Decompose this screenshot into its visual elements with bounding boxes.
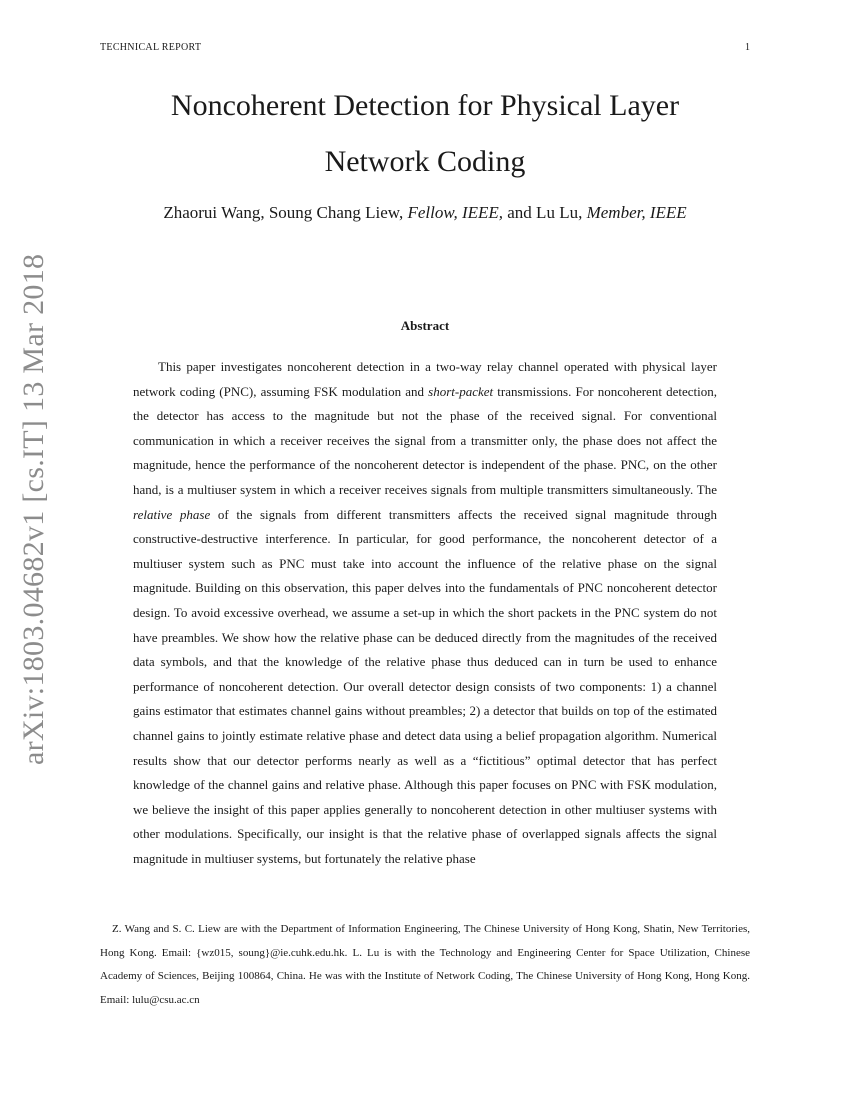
page-number: 1 xyxy=(745,42,750,53)
abstract-text-1: This paper investigates noncoherent detection in a two-way relay channel operated with physical layer network coding (PNC), assuming FSK modulation and xyxy=(133,359,717,399)
running-header: TECHNICAL REPORT xyxy=(100,42,202,53)
title-line-1: Noncoherent Detection for Physical Layer xyxy=(170,89,680,122)
abstract-emphasis-1: short-packet xyxy=(428,383,494,399)
abstract-emphasis-2: relative phase xyxy=(133,506,211,522)
paper-title xyxy=(80,78,770,190)
arxiv-side-stamp: arXiv:1803.04682v1 [cs.IT] 13 Mar 2018 xyxy=(17,253,50,765)
author-list xyxy=(60,203,790,223)
author-title-1: Fellow, IEEE, xyxy=(407,203,504,222)
abstract-text-3: of the signals from different transmitters affects the received signal magnitude through constructive-destructive interference. In particular, for good performance, the noncoherent detector of a multiuser system such as PNC must take into account the influence of the relative phase on the signal magnitude. Building on this observation, this paper delves into the fundamentals of PNC noncoherent detector design. To avoid excessive overhead, we assume a set-up in which the short packets in the PNC system do not have preambles. We show how the relative phase can be deduced directly from the magnitudes of the received data symbols, and that the knowledge of the relative phase thus deduced can in turn be used to enhance performance of noncoherent detection. Our overall detector design consists of two components: 1) a channel gains estimator that estimates channel gains without preambles; 2) a detector that builds on top of the estimated channel gains to jointly estimate relative phase and detect data using a belief propagation algorithm. Numerical results show that our detector performs nearly as well as a “fictitious” optimal detector that has perfect knowledge of the channel gains and relative phase. Although this paper focuses on PNC with FSK modulation, we believe the insight of this paper applies generally to noncoherent detection in other multiuser systems with other modulations. Specifically, our insight is that the relative phase of overlapped signals affects the signal magnitude in multiuser systems, but fortunately the relative phase xyxy=(133,506,717,866)
author-names-2: and Lu Lu, xyxy=(503,203,587,222)
title-line-2: Network Coding xyxy=(324,145,526,178)
abstract-body xyxy=(133,355,717,871)
abstract-heading: Abstract xyxy=(400,318,450,333)
author-title-2: Member, IEEE xyxy=(586,203,687,222)
author-names-1: Zhaorui Wang, Soung Chang Liew, xyxy=(163,203,408,222)
abstract-text-2: transmissions. For noncoherent detection, the detector has access to the magnitude but not the phase of the received signal. For conventional communication in which a receiver receives the signal from a transmitter only, the phase does not affect the magnitude, hence the performance of the noncoherent detector is independent of the phase. PNC, on the other hand, is a multiuser system in which a receiver receives signals from multiple transmitters simultaneously. The xyxy=(133,383,717,497)
affiliation-footnote: Z. Wang and S. C. Liew are with the Department of Information Engineering, The Chinese University of Hong Kong, Shatin, New Territories, Hong Kong. Email: {wz015, soung}@ie.cuhk.edu.hk. L. Lu is with the Technology and Engineering Center for Space Utilization, Chinese Academy of Sciences, Beijing 100864, China. He was with the Institute of Network Coding, The Chinese University of Hong Kong, Hong Kong. Email: lulu@csu.ac.cn xyxy=(100,923,750,1006)
